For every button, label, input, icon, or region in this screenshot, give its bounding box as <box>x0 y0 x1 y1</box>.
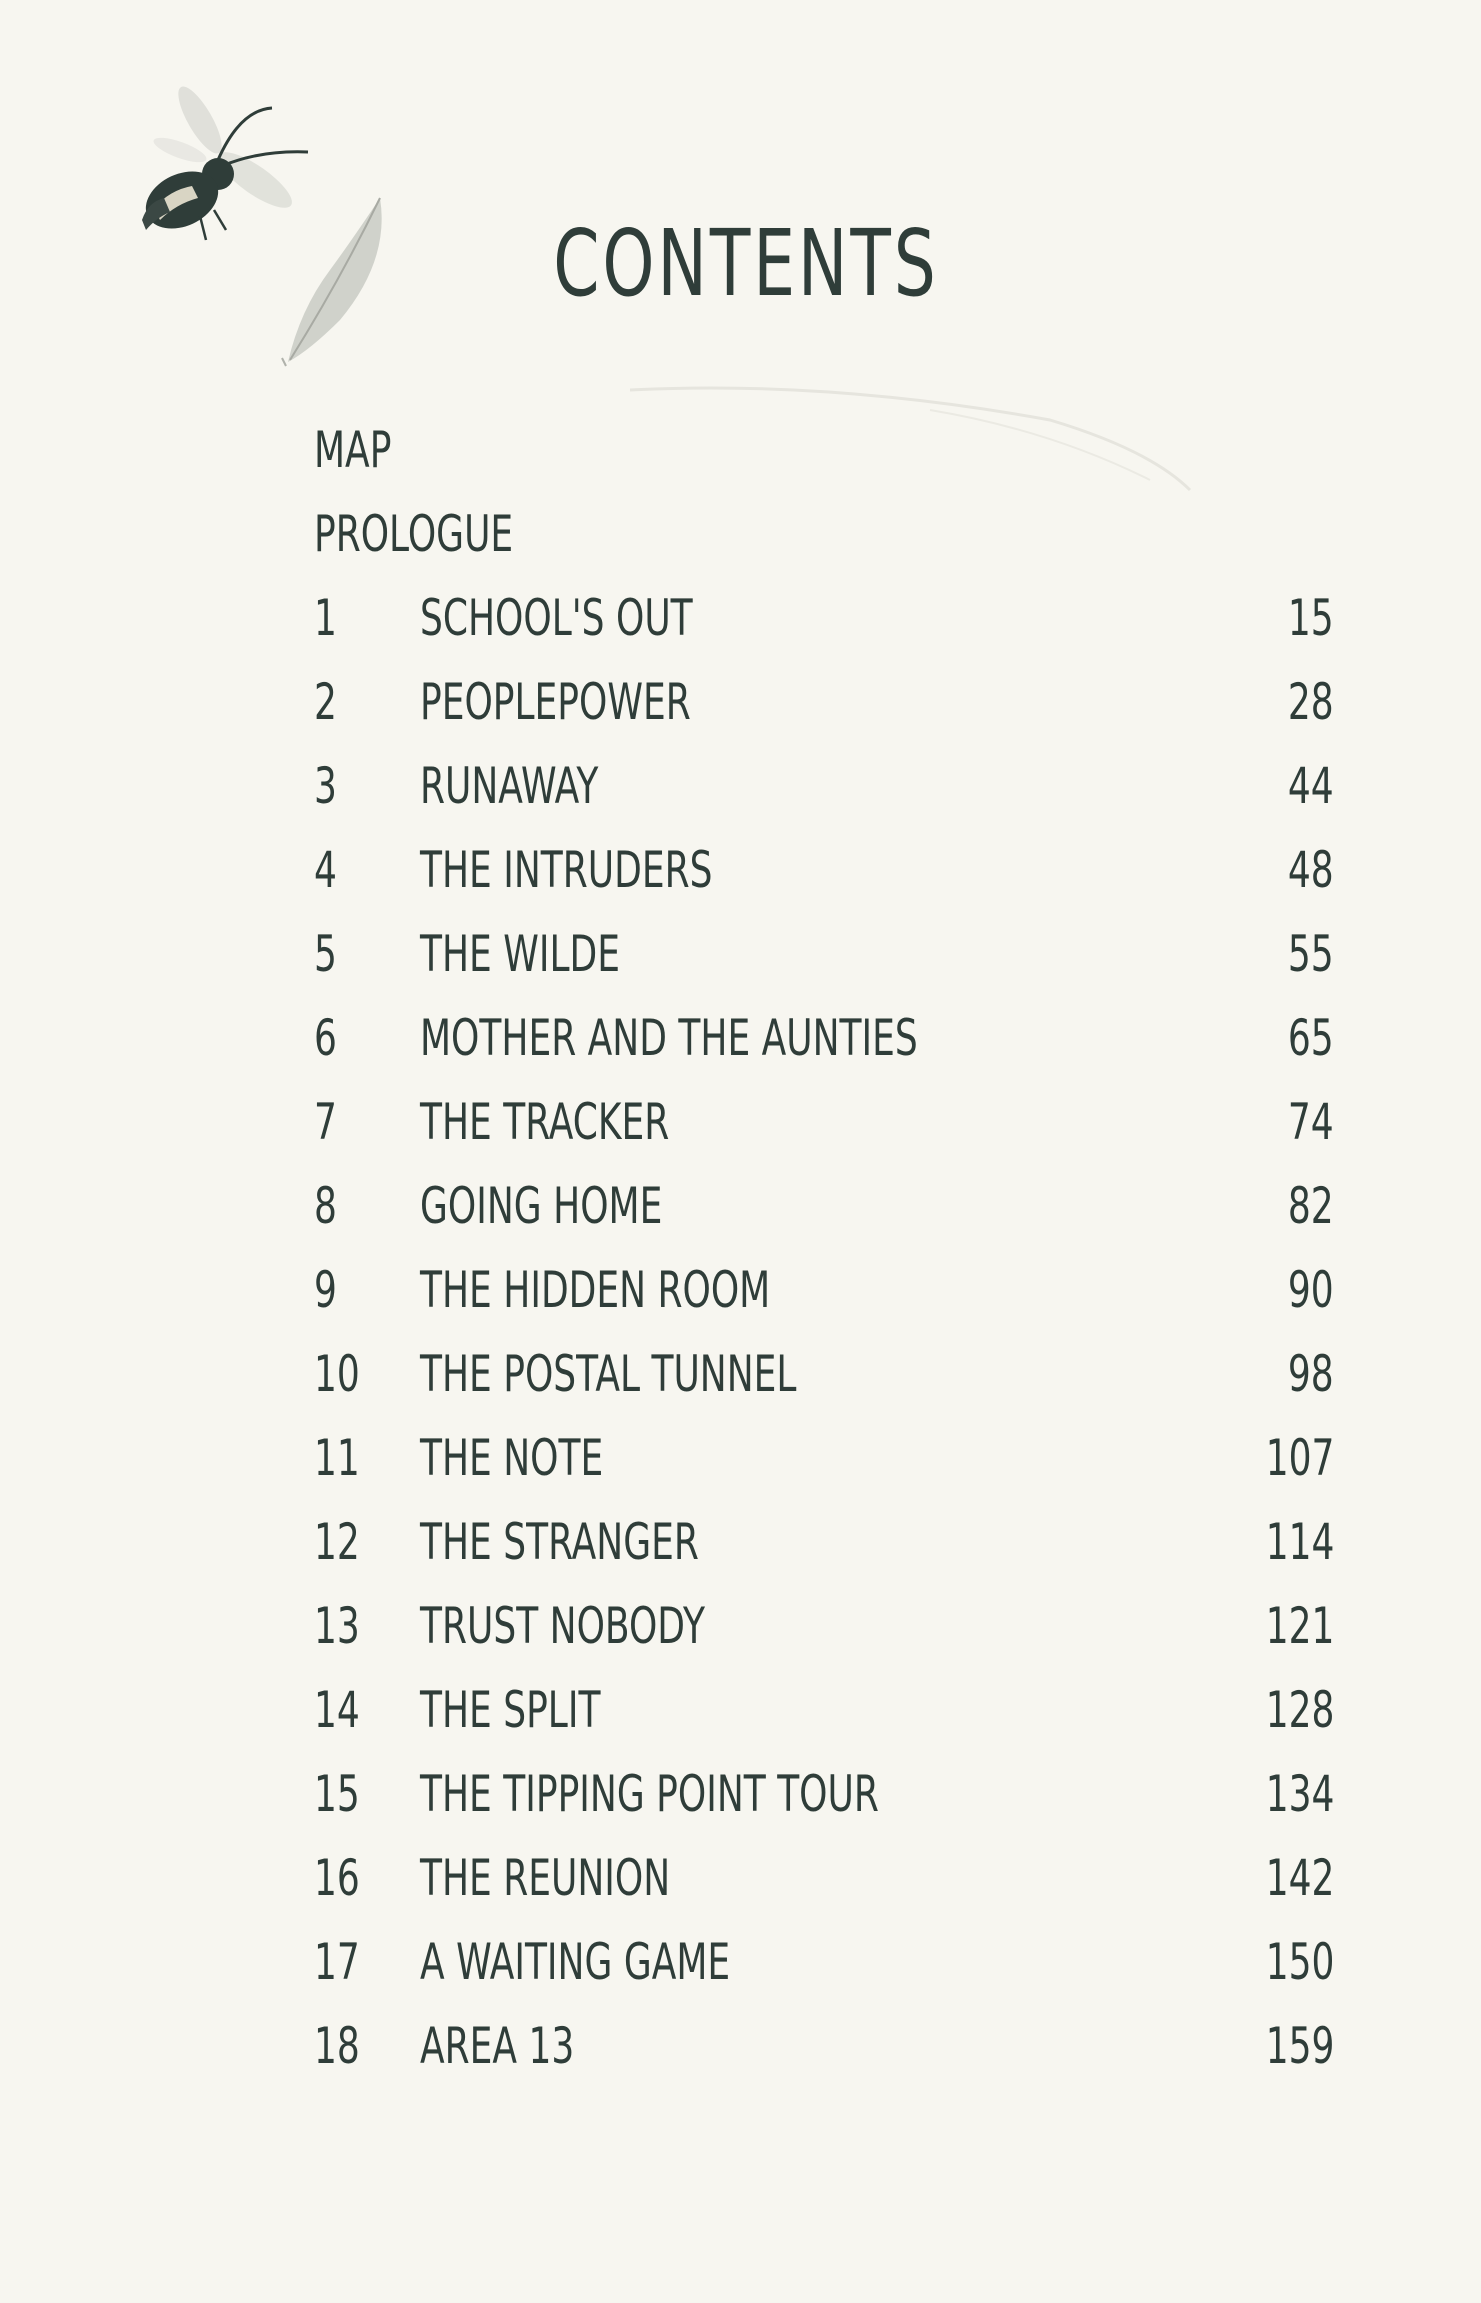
chapter-number: 11 <box>314 1429 360 1487</box>
chapter-number: 16 <box>314 1849 360 1907</box>
chapter-title: SCHOOL'S OUT <box>420 589 693 647</box>
page-number: 150 <box>1265 1933 1334 1991</box>
chapter-number: 7 <box>314 1093 337 1151</box>
list-item <box>314 492 1334 576</box>
page-number: 15 <box>1288 589 1334 647</box>
chapter-title: THE HIDDEN ROOM <box>420 1261 771 1319</box>
page-number: 90 <box>1288 1261 1334 1319</box>
chapter-title: THE TIPPING POINT TOUR <box>420 1765 879 1823</box>
chapter-number: 3 <box>314 757 337 815</box>
chapter-number: 15 <box>314 1765 360 1823</box>
page-number: 142 <box>1265 1849 1334 1907</box>
list-item <box>314 408 1334 492</box>
chapter-row <box>314 912 1334 996</box>
chapter-number: 2 <box>314 673 337 731</box>
chapter-row <box>314 576 1334 660</box>
chapter-number: 6 <box>314 1009 337 1067</box>
page-number: 65 <box>1288 1009 1334 1067</box>
chapter-row <box>314 1080 1334 1164</box>
chapter-row <box>314 996 1334 1080</box>
chapter-row <box>314 660 1334 744</box>
page-number: 82 <box>1288 1177 1334 1235</box>
front-matter-label: MAP <box>314 421 392 479</box>
chapter-row <box>314 1920 1334 2004</box>
page-number: 44 <box>1288 757 1334 815</box>
chapter-title: THE INTRUDERS <box>420 841 713 899</box>
page-number: 134 <box>1265 1765 1334 1823</box>
chapter-row <box>314 1668 1334 1752</box>
chapter-row <box>314 2004 1334 2088</box>
chapter-number: 8 <box>314 1177 337 1235</box>
page-number: 159 <box>1265 2017 1334 2075</box>
chapter-number: 9 <box>314 1261 337 1319</box>
page-number: 114 <box>1265 1513 1334 1571</box>
chapter-title: RUNAWAY <box>420 757 599 815</box>
page-number: 48 <box>1288 841 1334 899</box>
page-number: 28 <box>1288 673 1334 731</box>
chapter-title: TRUST NOBODY <box>420 1597 706 1655</box>
chapter-row <box>314 828 1334 912</box>
chapter-number: 18 <box>314 2017 360 2075</box>
chapter-row <box>314 1164 1334 1248</box>
chapter-row <box>314 1332 1334 1416</box>
chapter-title: THE TRACKER <box>420 1093 670 1151</box>
page-number: 128 <box>1265 1681 1334 1739</box>
contents-list <box>314 408 1334 2088</box>
chapter-row <box>314 1248 1334 1332</box>
chapter-row <box>314 1500 1334 1584</box>
page-number: 74 <box>1288 1093 1334 1151</box>
chapter-title: THE STRANGER <box>420 1513 699 1571</box>
chapter-number: 13 <box>314 1597 360 1655</box>
chapter-number: 17 <box>314 1933 360 1991</box>
chapter-title: THE WILDE <box>420 925 620 983</box>
chapter-number: 5 <box>314 925 337 983</box>
page-number: 55 <box>1288 925 1334 983</box>
chapter-number: 14 <box>314 1681 360 1739</box>
chapter-title: AREA 13 <box>420 2017 575 2075</box>
chapter-title: GOING HOME <box>420 1177 663 1235</box>
chapter-number: 10 <box>314 1345 360 1403</box>
chapter-title: A WAITING GAME <box>420 1933 731 1991</box>
chapter-title: THE NOTE <box>420 1429 604 1487</box>
chapter-title: MOTHER AND THE AUNTIES <box>420 1009 918 1067</box>
chapter-title: PEOPLEPOWER <box>420 673 691 731</box>
chapter-row <box>314 1836 1334 1920</box>
page-number: 121 <box>1265 1597 1334 1655</box>
chapter-row <box>314 744 1334 828</box>
chapter-number: 1 <box>314 589 337 647</box>
page-number: 98 <box>1288 1345 1334 1403</box>
chapter-title: THE REUNION <box>420 1849 671 1907</box>
chapter-row <box>314 1584 1334 1668</box>
page-number: 107 <box>1265 1429 1334 1487</box>
chapter-number: 4 <box>314 841 337 899</box>
chapter-title: THE SPLIT <box>420 1681 601 1739</box>
chapter-row <box>314 1752 1334 1836</box>
chapter-number: 12 <box>314 1513 360 1571</box>
chapter-row <box>314 1416 1334 1500</box>
chapter-title: THE POSTAL TUNNEL <box>420 1345 797 1403</box>
page-title: CONTENTS <box>553 210 939 317</box>
front-matter-label: PROLOGUE <box>314 505 514 563</box>
